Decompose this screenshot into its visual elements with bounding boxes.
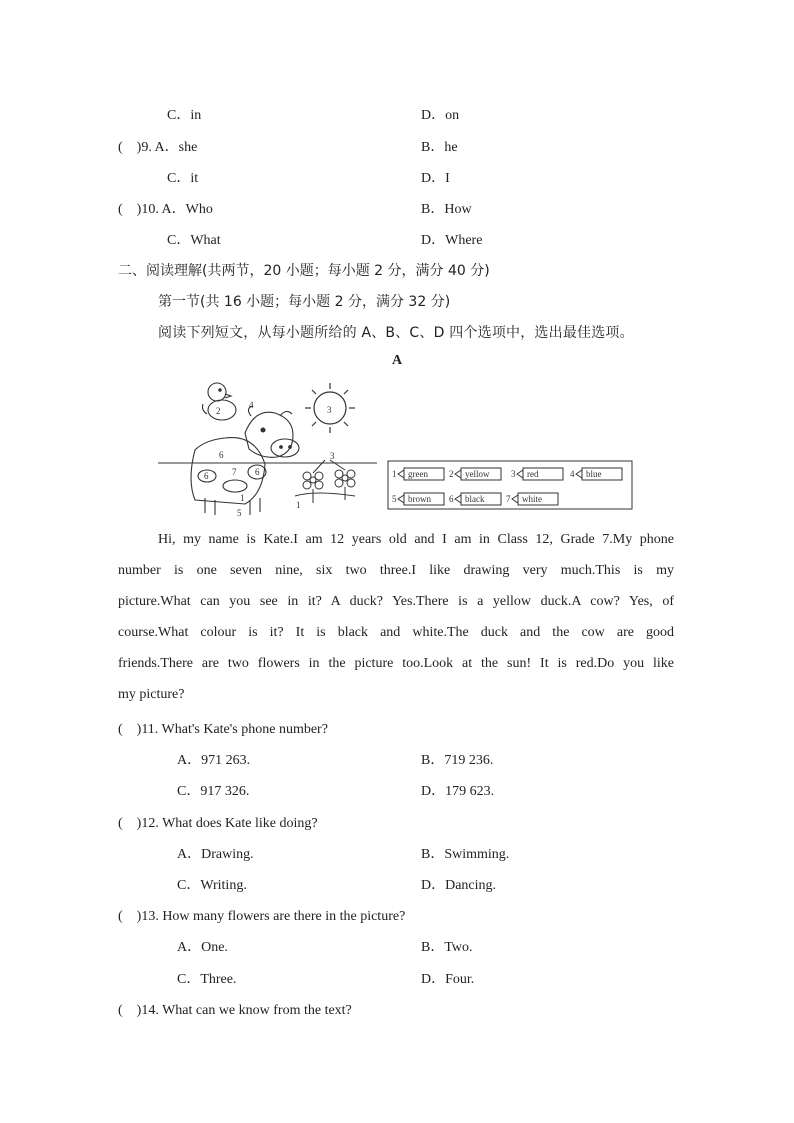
crayon-number: 6	[449, 494, 454, 504]
crayon-number: 7	[506, 494, 511, 504]
figure-number: 4	[249, 400, 254, 410]
crayon-label: brown	[408, 494, 431, 504]
crayon-label: green	[408, 469, 428, 479]
q13-option-c: C．Three.	[177, 972, 237, 987]
q10-option-d: D．Where	[421, 233, 483, 248]
passage-line: my picture?	[118, 687, 185, 702]
q11-stem: ( )11. What's Kate's phone number?	[118, 722, 328, 737]
crayon-tip	[517, 470, 523, 478]
instruction: 阅读下列短文，从每小题所给的 A、B、C、D 四个选项中，选出最佳选项。	[158, 325, 634, 341]
crayon-white	[506, 493, 558, 505]
crayon-tip	[512, 495, 518, 503]
figure-number: 3	[330, 451, 335, 461]
crayon-number: 1	[392, 469, 397, 479]
crayon-blue	[570, 468, 622, 480]
q10-stem: ( )10. A．Who	[118, 202, 213, 217]
q12-option-c: C．Writing.	[177, 878, 247, 893]
passage	[118, 524, 674, 710]
figure-number: 5	[237, 508, 242, 518]
crayon-number: 2	[449, 469, 454, 479]
q12-stem: ( )12. What does Kate like doing?	[118, 816, 318, 831]
figure-number: 1	[296, 500, 301, 510]
passage-line: number is one seven nine, six two three.I like drawing very much.This is my	[118, 563, 674, 578]
crayon-label: black	[465, 494, 485, 504]
crayon-green	[392, 468, 444, 480]
passage-label: A	[391, 353, 403, 368]
passage-line: picture.What can you see in it? A duck? Yes.There is a yellow duck.A cow? Yes, of	[118, 594, 674, 609]
q10-option-b: B．How	[421, 202, 472, 217]
q9-stem: ( )9. A．she	[118, 140, 198, 155]
q10-option-c: C．What	[167, 233, 221, 248]
q11-option-b: B．719 236.	[421, 753, 494, 768]
q11-option-c: C．917 326.	[177, 784, 250, 799]
crayon-tip	[398, 470, 404, 478]
part-title: 第一节(共 16 小题；每小题 2 分，满分 32 分)	[158, 294, 451, 310]
crayon-label: red	[527, 469, 539, 479]
q13-option-a: A．One.	[177, 940, 228, 955]
passage-line: Hi, my name is Kate.I am 12 years old and I am in Class 12, Grade 7.My phone	[158, 532, 674, 547]
q12-option-d: D．Dancing.	[421, 878, 497, 893]
figure-number: 6	[204, 471, 209, 481]
q9-option-c: C．it	[167, 171, 199, 186]
section-title: 二、阅读理解(共两节，20 小题；每小题 2 分，满分 40 分)	[118, 263, 490, 279]
q12-option-b: B．Swimming.	[421, 847, 510, 862]
crayon-label: blue	[586, 469, 602, 479]
crayon-tip	[398, 495, 404, 503]
figure-number: 6	[219, 450, 224, 460]
passage-line: friends.There are two flowers in the picture too.Look at the sun! It is red.Do you like	[118, 656, 674, 671]
flower-drawing	[295, 460, 355, 503]
crayon-number: 5	[392, 494, 397, 504]
passage-figure	[155, 378, 640, 518]
q13-option-b: B．Two.	[421, 940, 473, 955]
q9-option-d: D．I	[421, 171, 450, 186]
crayon-tip	[576, 470, 582, 478]
cow-drawing	[191, 406, 299, 515]
figure-number: 1	[240, 493, 245, 503]
crayon-tip	[455, 495, 461, 503]
q13-stem: ( )13. How many flowers are there in the picture?	[118, 909, 406, 924]
crayon-number: 4	[570, 469, 575, 479]
crayon-label: white	[522, 494, 542, 504]
q9-option-b: B．he	[421, 140, 458, 155]
q11-option-d: D．179 623.	[421, 784, 495, 799]
figure-number: 2	[216, 406, 221, 416]
figure-number: 3	[327, 405, 332, 415]
q14-stem: ( )14. What can we know from the text?	[118, 1003, 352, 1018]
figure-number: 7	[232, 467, 237, 477]
q8-option-d: D．on	[421, 108, 460, 123]
q11-option-a: A．971 263.	[177, 753, 251, 768]
figure-number: 6	[255, 467, 260, 477]
crayon-number: 3	[511, 469, 516, 479]
crayon-red	[511, 468, 563, 480]
crayon-label: yellow	[465, 469, 490, 479]
q8-option-c: C．in	[167, 108, 202, 123]
q13-option-d: D．Four.	[421, 972, 475, 987]
crayon-tip	[455, 470, 461, 478]
q12-option-a: A．Drawing.	[177, 847, 254, 862]
crayon-black	[449, 493, 501, 505]
crayon-brown	[392, 493, 444, 505]
crayon-yellow	[449, 468, 501, 480]
passage-line: course.What colour is it? It is black and white.The duck and the cow are good	[118, 625, 674, 640]
